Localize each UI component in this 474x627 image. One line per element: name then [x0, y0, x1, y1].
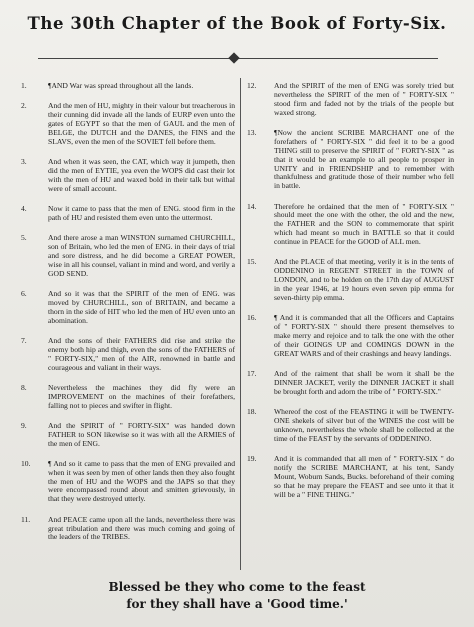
- verse: [247, 129, 454, 191]
- page-title: The 30th Chapter of the Book of Forty-Six.: [27, 14, 447, 33]
- closing-blessing: [0, 579, 474, 613]
- verse-number: 19.: [247, 453, 257, 463]
- verse-text: And PEACE came upon all the lands, nevertheless there was great tribulation and there was much coming and going of the leaders of the TRIBES.: [48, 514, 235, 542]
- verse: [247, 408, 454, 444]
- verse-text: And the SPIRIT of the men of ENG was sorely tried but nevertheless the SPIRIT of the men of " FORTY-SIX " stood firm and faded not by the trials of the people but waxed strong.: [274, 81, 454, 117]
- verse-text: And it is commanded that all men of " FORTY-SIX " do notify the SCRIBE MARCHANT, at his tent, Sandy Mount, Woburn Sands, Bucks. beforehand of their coming so that he may prepare the FEAST and see unto it that it will be a " FINE THING.": [274, 453, 454, 499]
- verse-number: 11.: [21, 514, 31, 524]
- left-column: [21, 82, 235, 554]
- verse-text: Now it came to pass that the men of ENG. stood firm in the path of HU and resisted them even unto the uttermost.: [48, 203, 235, 222]
- column-divider: [240, 78, 241, 570]
- verse: [21, 82, 235, 91]
- verse-number: 3.: [21, 157, 27, 167]
- verse-text: And the SPIRIT of " FORTY-SIX" was handed down FATHER to SON likewise so it was with all the ARMIES of the men of ENG.: [48, 420, 235, 448]
- verse: [21, 205, 235, 223]
- verse-number: 7.: [21, 335, 27, 345]
- verse-text: Therefore he ordained that the men of " FORTY-SIX " should meet the one with the other, the old and the new, the FATHER and the SON to commemorate that spirit which had meant so much in BATTLE so that it could continue in PEACE for the GOOD of ALL men.: [274, 201, 454, 247]
- verse-number: 12.: [247, 81, 257, 90]
- verse-number: 2.: [21, 101, 27, 111]
- verse: [247, 370, 454, 397]
- verse-number: 16.: [247, 313, 257, 323]
- verse: [21, 158, 235, 194]
- verse-number: 15.: [247, 257, 257, 267]
- verse: [21, 384, 235, 411]
- verse-text: ¶ And it is commanded that all the Officers and Captains of " FORTY-SIX " should there present themselves to make merry and rejoice and to talk the one with the other of their GOINGS UP and COMINGS DOWN in the GREAT WARS and of their crashings and heavy landings.: [274, 313, 454, 358]
- verse-number: 8.: [21, 382, 27, 392]
- verse: [21, 290, 235, 326]
- right-column: [247, 82, 454, 511]
- verse: [21, 102, 235, 147]
- verse-text: Nevertheless the machines they did fly were an IMPROVEMENT on the machines of their forefathers, falling not to pieces and swifter in flight.: [48, 382, 235, 410]
- verse-text: And when it was seen, the CAT, which way it jumpeth, then did the men of EYTIE, yea even the WOPS did cast their lot with the men of HU and waxed bold in their talk but withal were of small account.: [48, 157, 235, 193]
- verse: [247, 455, 454, 500]
- verse-number: 5.: [21, 233, 27, 243]
- verse-text: ¶Now the ancient SCRIBE MARCHANT one of the forefathers of " FORTY-SIX " did feel it to be a good THING still to preserve the SPIRIT of " FORTY-SIX " as that it would be an example to all people to prosper in UNITY and in FRIENDSHIP and to remember with thankfulness and gratitude those of their number who fell in battle.: [274, 127, 454, 191]
- verse-number: 10.: [21, 458, 31, 468]
- verse-number: 1.: [21, 81, 27, 90]
- verse-text: And of the raiment that shall be worn it shall be the DINNER JACKET, verily the DINNER JACKET it shall be brought forth and adorn the tribe of " FORTY-SIX.": [274, 369, 454, 396]
- verse: [21, 337, 235, 373]
- verse: [21, 460, 235, 505]
- verse-text: Whereof the cost of the FEASTING it will be TWENTY-ONE shekels of silver but of the WINES the cost will be unknown, nevertheless the whole shall be collected at the time of the FEAST by the servants of ODDENINO.: [274, 407, 454, 443]
- verse-number: 9.: [21, 420, 27, 430]
- closing-line-1: Blessed be they who come to the feast: [108, 580, 366, 594]
- verse: [247, 258, 454, 303]
- verse: [21, 422, 235, 449]
- rule-ornament: [228, 52, 239, 63]
- verse: [247, 82, 454, 118]
- verse-number: 6.: [21, 288, 27, 298]
- verse: [247, 314, 454, 359]
- verse-text: ¶AND War was spread throughout all the lands.: [48, 81, 194, 90]
- verse-text: And there arose a man WINSTON surnamed CHURCHILL, son of Britain, who led the men of ENG. in their days of trial and sore distress, and he did become a GREAT POWER, wise in all his counsel, valiant in mind and word, and verily a GOD SEND.: [48, 233, 235, 278]
- verse-number: 14.: [247, 201, 257, 211]
- verse: [21, 234, 235, 279]
- verse-number: 18.: [247, 407, 257, 417]
- verse-number: 13.: [247, 127, 257, 137]
- verse-text: And the sons of their FATHERS did rise and strike the enemy both hip and thigh, even the sons of the FATHERS of " FORTY-SIX," men of the AIR, renowned in battle and courageous and valiant in their ways.: [48, 335, 235, 372]
- verse: [21, 516, 235, 543]
- verse-text: And so it was that the SPIRIT of the men of ENG. was moved by CHURCHILL, son of BRITAIN, and became a thorn in the side of HIT who led the men of HU even unto an abomination.: [48, 288, 235, 325]
- verse-number: 4.: [21, 203, 27, 213]
- verse-text: And the men of HU, mighty in their valour but treacherous in their cunning did invade all the lands of EURP even unto the gates of EGYPT so that the men of GAUL and the men of BELGE, the DUTCH and the DANES, the FINS and the SLAVS, even the men of the SOVIET fell before them.: [48, 101, 235, 146]
- verse-text: ¶ And so it came to pass that the men of ENG prevailed and when it was seen by men of other lands then they also fought the men of HU and the WOPS and the JAPS so that they were encompassed round about and smitten grievously, in that they were destroyed utterly.: [48, 458, 235, 504]
- verse-text: And the PLACE of that meeting, verily it is in the tents of ODDENINO in REGENT STREET in the TOWN of LONDON, and to be holden on the 17th day of AUGUST in the year 1946, at 19 hours even seven pip emma for seven-thirty pip emma.: [274, 257, 454, 303]
- closing-line-2: for they shall have a 'Good time.': [126, 597, 348, 611]
- verse: [247, 203, 454, 248]
- verse-number: 17.: [247, 369, 257, 379]
